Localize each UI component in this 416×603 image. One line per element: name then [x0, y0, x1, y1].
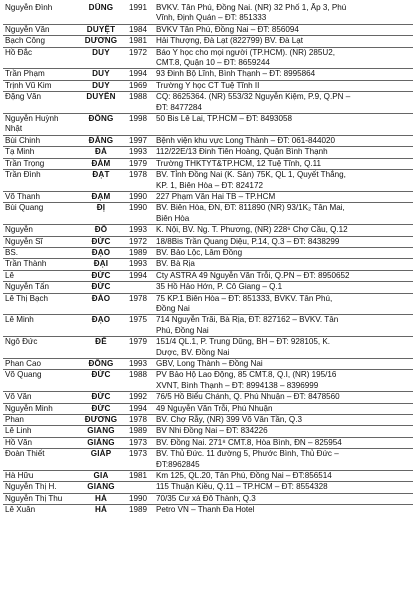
contact-info: K. Nội, BV. Ng. T. Phương, (NR) 228⁶ Chợ Cầu, Q.12 — [156, 225, 348, 235]
graduation-year: 1993 — [129, 225, 148, 235]
family-name: Lê Minh — [5, 315, 34, 325]
directory-row — [3, 170, 413, 192]
directory-row — [3, 47, 413, 69]
given-name: ĐẠT — [92, 170, 110, 180]
graduation-year: 1981 — [129, 471, 148, 481]
family-name: Nguyễn Huỳnh Nhật — [5, 114, 59, 134]
contact-info: GBV, Long Thành – Đồng Nai — [156, 359, 263, 368]
directory-row — [3, 203, 413, 225]
contact-info: 18/8Bis Trần Quang Diệu, P.14, Q.3 – ĐT: 8438299 — [156, 236, 340, 246]
contact-info: Km 125, QL.20, Tân Phú, Đồng Nai – ĐT:856514 — [156, 471, 332, 481]
given-name: GIÀNG — [87, 437, 115, 447]
contact-info: Báo Y học cho mọi người (TP.HCM). (NR) 285U2, CMT.8, Quận 10 – ĐT: 8659244 — [156, 47, 335, 68]
graduation-year: 1972 — [129, 47, 148, 57]
family-name: Bùi Quang — [5, 203, 44, 213]
contact-info: Cty ASTRA 49 Nguyễn Văn Trỗi, Q.PN – ĐT: 8950652 — [156, 270, 350, 280]
given-name: ĐỨC — [91, 403, 111, 413]
contact-info: 75 KP.1 Biên Hòa – ĐT: 851333, BVKV. Tân Phú, Đồng Nai — [156, 293, 333, 313]
contact-info: BV. Chợ Rẫy, (NR) 399 Võ Văn Tần, Q.3 — [156, 415, 302, 425]
given-name: DUY — [92, 69, 110, 79]
directory-row — [3, 337, 413, 359]
contact-info: BV. Bảo Lộc, Lâm Đồng — [156, 247, 243, 257]
directory-row — [3, 471, 413, 482]
directory-row — [3, 191, 413, 202]
contact-info: 50 Bis Lê Lai, TP.HCM – ĐT: 8493058 — [156, 114, 293, 124]
contact-info: 151/4 QL.1, P. Trung Dũng, BH – ĐT: 928105, K. Dược, BV. Đồng Nai — [156, 337, 330, 357]
directory-row — [3, 158, 413, 169]
given-name: ĐẠO — [91, 247, 111, 257]
given-name: ĐỨC — [91, 282, 111, 292]
directory-row — [3, 247, 413, 258]
family-name: Phan Cao — [5, 359, 41, 368]
contact-info: Petro VN – Thanh Đa Hotel — [156, 505, 255, 515]
graduation-year: 1978 — [129, 170, 148, 180]
family-name: Hồ Văn — [5, 437, 32, 447]
directory-row — [3, 449, 413, 471]
given-name: ĐẠO — [91, 315, 111, 325]
given-name: ĐỂ — [95, 337, 107, 347]
directory-page — [3, 3, 413, 597]
directory-row — [3, 270, 413, 281]
graduation-year — [127, 482, 155, 493]
contact-info: Trường THKTYT&TP.HCM, 12 Tuệ Tĩnh, Q.11 — [156, 158, 322, 168]
given-name: DUY — [92, 47, 110, 57]
graduation-year: 1973 — [129, 449, 148, 459]
graduation-year: 1994 — [129, 69, 148, 79]
graduation-year: 1969 — [129, 80, 148, 90]
directory-row — [3, 236, 413, 247]
directory-row — [3, 392, 413, 403]
given-name: ĐỒNG — [88, 359, 114, 368]
graduation-year: 1988 — [129, 92, 148, 102]
given-name: HÀ — [94, 505, 108, 515]
directory-row — [3, 370, 413, 392]
family-name: Tạ Minh — [5, 147, 35, 157]
contact-info: CQ: 8625364. (NR) 553/32 Nguyễn Kiệm, P.9, Q.PN – ĐT: 8477284 — [156, 92, 351, 112]
contact-info: 35 Hồ Hảo Hớn, P. Cô Giang – Q.1 — [156, 282, 283, 292]
graduation-year: 1973 — [129, 437, 148, 447]
family-name: Đặng Văn — [5, 92, 41, 102]
graduation-year: 1978 — [129, 415, 148, 425]
graduation-year: 1972 — [129, 236, 148, 246]
family-name: Nguyễn Tấn — [5, 282, 49, 292]
family-name: Hà Hữu — [5, 471, 34, 481]
graduation-year — [127, 282, 155, 293]
graduation-year: 1990 — [129, 191, 148, 201]
given-name: DUYÊN — [86, 92, 116, 102]
given-name: DŨNG — [88, 3, 114, 12]
directory-row — [3, 282, 413, 293]
graduation-year: 1993 — [129, 359, 148, 368]
directory-row — [3, 359, 413, 370]
given-name: ĐÀ — [94, 147, 108, 157]
graduation-year: 1989 — [129, 505, 148, 515]
graduation-year: 1979 — [129, 337, 148, 347]
family-name: Võ Văn — [5, 392, 32, 402]
family-name: Nguyễn Thị H. — [5, 482, 57, 492]
directory-table — [3, 3, 413, 516]
given-name: GIA — [93, 471, 109, 481]
contact-info: BV. Biên Hòa, ĐN, ĐT: 811890 (NR) 93/1K₂ Tân Mai, Biên Hòa — [156, 203, 345, 223]
directory-row — [3, 36, 413, 47]
contact-info: PV Bảo Hộ Lao Động, 85 CMT.8, Q.I, (NR) 195/16 XVNT, Bình Thạnh – ĐT: 8994138 – 8396999 — [156, 370, 337, 390]
family-name: Ngô Đức — [5, 337, 38, 347]
family-name: Trần Phạm — [5, 69, 45, 79]
given-name: ĐỨC — [91, 236, 111, 246]
contact-info: BV Nhi Đồng Nai – ĐT: 834226 — [156, 426, 268, 436]
directory-row — [3, 24, 413, 35]
family-name: BS. — [5, 247, 19, 257]
contact-info: BVKV. Tân Phú, Đồng Nai. (NR) 32 Phố 1, Ấp 3, Phú Vĩnh, Định Quán – ĐT: 851333 — [156, 3, 347, 23]
family-name: Nguyễn Sĩ — [5, 236, 43, 246]
family-name: Nguyễn — [5, 225, 33, 235]
contact-info: 115 Thuận Kiều, Q.11 – TP.HCM – ĐT: 8554328 — [156, 482, 328, 492]
directory-row — [3, 482, 413, 493]
directory-row — [3, 403, 413, 414]
contact-info: BV. Tỉnh Đồng Nai (K. Sản) 75K, QL 1, Quyết Thắng, KP. 1, Biên Hòa – ĐT: 824172 — [156, 170, 346, 190]
graduation-year: 1990 — [129, 203, 148, 213]
given-name: GIÁP — [90, 449, 112, 459]
family-name: Nguyễn Minh — [5, 403, 53, 413]
graduation-year: 1989 — [129, 426, 148, 436]
contact-info: BV. Bà Rịa — [156, 259, 195, 269]
given-name: ĐÀO — [91, 293, 111, 303]
directory-row — [3, 80, 413, 91]
graduation-year: 1992 — [129, 392, 148, 402]
contact-info: 70/35 Cư xá Đô Thành, Q.3 — [156, 493, 256, 503]
directory-row — [3, 437, 413, 448]
family-name: Lê Linh — [5, 426, 32, 436]
given-name: HÀ — [94, 493, 108, 503]
family-name: Nguyễn Đình — [5, 3, 53, 12]
family-name: Trần Trọng — [5, 158, 45, 168]
graduation-year: 1989 — [129, 247, 148, 257]
graduation-year: 1994 — [129, 270, 148, 280]
given-name: DUYỆT — [86, 24, 116, 34]
contact-info: Hải Thượng, Đà Lạt (822799) BV. Đà Lạt — [156, 36, 304, 46]
directory-row — [3, 293, 413, 315]
family-name: Trịnh Vũ Kim — [5, 80, 52, 90]
family-name: Lê — [5, 270, 15, 280]
contact-info: 714 Nguyễn Trãi, Bà Rịa, ĐT: 827162 – BVKV. Tân Phú, Đồng Nai — [156, 315, 339, 335]
directory-row — [3, 135, 413, 146]
given-name: ĐĂNG — [88, 135, 114, 145]
contact-info: BV. Thủ Đức. 11 đường 5, Phước Bình, Thủ Đức – ĐT:8962845 — [156, 449, 339, 469]
directory-row — [3, 225, 413, 236]
given-name: ĐẠI — [93, 259, 109, 269]
graduation-year: 1993 — [129, 147, 148, 157]
directory-row — [3, 493, 413, 504]
given-name: ĐỨC — [91, 392, 111, 402]
contact-info: BV. Đồng Nai. 271⁸ CMT.8, Hòa Bình, ĐN – 825954 — [156, 437, 342, 447]
directory-row — [3, 114, 413, 136]
contact-info: 76/5 Hồ Biểu Chánh, Q. Phú Nhuận – ĐT: 8478560 — [156, 392, 340, 402]
family-name: Lê Xuân — [5, 505, 36, 515]
given-name: ĐÔ — [94, 225, 108, 235]
contact-info: 49 Nguyễn Văn Trỗi, Phú Nhuận — [156, 403, 273, 413]
family-name: Hồ Đắc — [5, 47, 32, 57]
given-name: ĐỊ — [96, 203, 106, 213]
given-name: ĐÔNG — [88, 114, 114, 124]
given-name: ĐỨC — [91, 370, 111, 380]
family-name: Nguyễn Thị Thu — [5, 493, 63, 503]
directory-row — [3, 315, 413, 337]
graduation-year: 1994 — [129, 403, 148, 413]
graduation-year: 1984 — [129, 24, 148, 34]
graduation-year: 1981 — [129, 36, 148, 46]
given-name: GIANG — [87, 482, 115, 492]
given-name: ĐƯƠNG — [84, 415, 118, 425]
contact-info: BVKV Tân Phú, Đồng Nai – ĐT: 856094 — [156, 24, 299, 34]
family-name: Võ Quang — [5, 370, 42, 380]
graduation-year: 1991 — [129, 3, 148, 12]
directory-row — [3, 69, 413, 80]
graduation-year: 1997 — [129, 135, 148, 145]
contact-info: 93 Đinh Bộ Lĩnh, Bình Thạnh – ĐT: 8995864 — [156, 69, 316, 79]
family-name: Bùi Chinh — [5, 135, 41, 145]
family-name: Bạch Công — [5, 36, 46, 46]
contact-info: 227 Phạm Văn Hai TB – TP.HCM — [156, 191, 276, 201]
graduation-year: 1993 — [129, 259, 148, 269]
given-name: GIANG — [87, 426, 115, 436]
graduation-year: 1979 — [129, 158, 148, 168]
directory-rows — [3, 3, 413, 516]
graduation-year: 1978 — [129, 293, 148, 303]
directory-row — [3, 415, 413, 426]
graduation-year: 1990 — [129, 493, 148, 503]
graduation-year: 1988 — [129, 370, 148, 380]
directory-row — [3, 259, 413, 270]
contact-info: Trường Y học CT Tuệ Tĩnh II — [156, 80, 260, 90]
given-name: ĐỨC — [91, 270, 111, 280]
given-name: DUY — [92, 80, 110, 90]
graduation-year: 1998 — [129, 114, 148, 124]
given-name: ĐÀM — [91, 158, 111, 168]
graduation-year: 1975 — [129, 315, 148, 325]
contact-info: Bệnh viện khu vực Long Thành – ĐT: 061-844020 — [156, 135, 335, 145]
directory-row — [3, 147, 413, 158]
directory-row — [3, 505, 413, 516]
family-name: Võ Thanh — [5, 191, 40, 201]
directory-row — [3, 3, 413, 24]
directory-row — [3, 426, 413, 437]
given-name: ĐẠM — [91, 191, 111, 201]
contact-info: 112/22E/13 Đinh Tiên Hoàng, Quận Bình Thạnh — [156, 147, 328, 157]
family-name: Trần Thành — [5, 259, 47, 269]
directory-row — [3, 92, 413, 114]
family-name: Lê Thị Bạch — [5, 293, 49, 303]
family-name: Đoàn Thiết — [5, 449, 45, 459]
given-name: DƯƠNG — [84, 36, 118, 46]
family-name: Phan — [5, 415, 24, 425]
family-name: Trần Đình — [5, 170, 41, 180]
family-name: Nguyễn Văn — [5, 24, 50, 34]
